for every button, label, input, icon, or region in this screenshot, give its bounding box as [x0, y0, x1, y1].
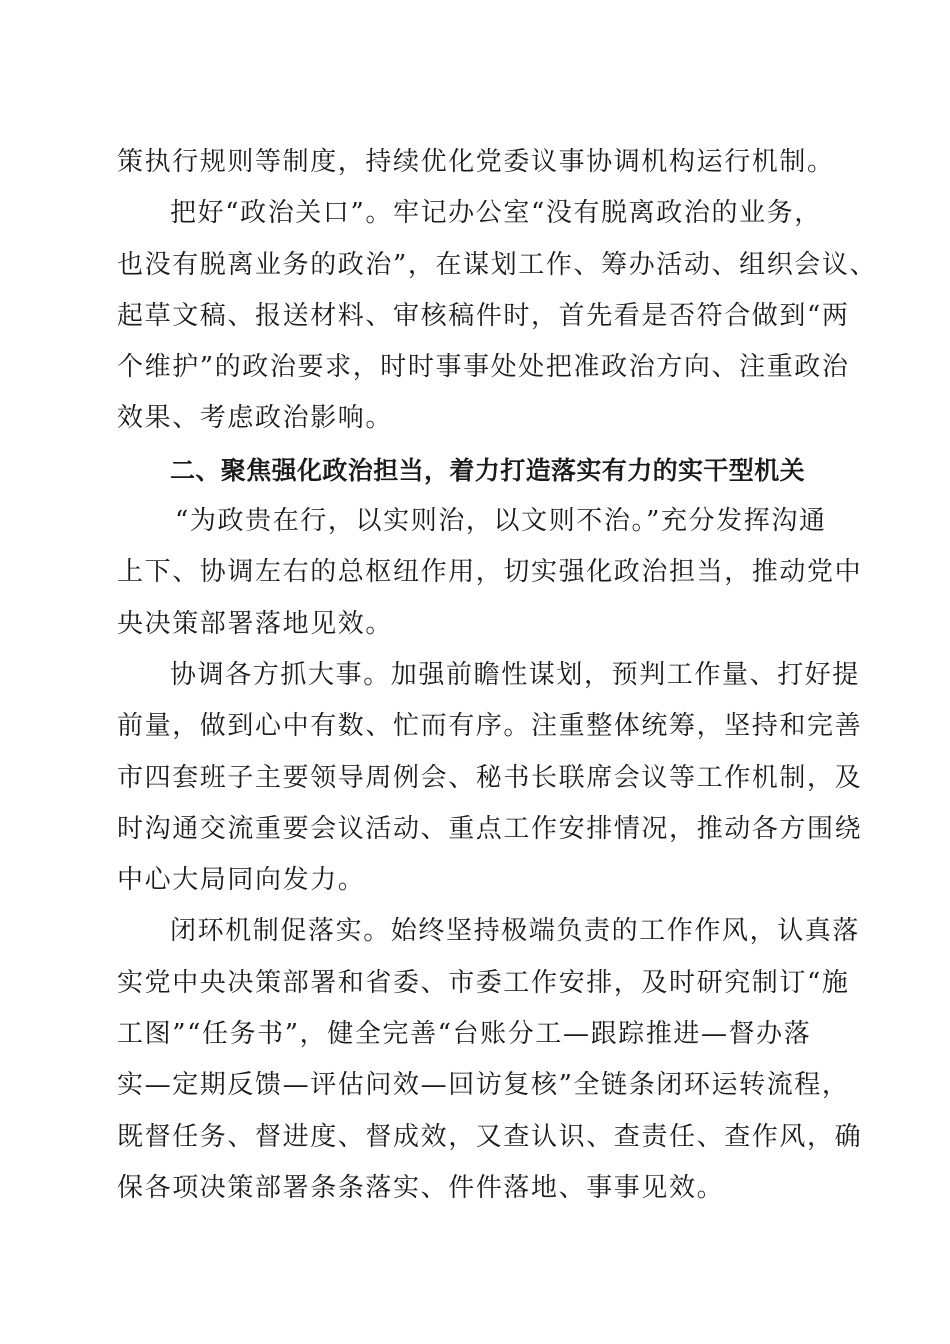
text-line: 实—定期反馈—评估问效—回访复核”全链条闭环运转流程， — [117, 1070, 850, 1101]
text-line: 也没有脱离业务的政治”，在谋划工作、筹办活动、组织会议、 — [117, 249, 878, 280]
text-line: 工图”“任务书”，健全完善“台账分工—跟踪推进—督办落 — [117, 1019, 812, 1050]
section-heading: 二、聚焦强化政治担当，着力打造落实有力的实干型机关 — [170, 455, 806, 485]
paragraph-first-line: 把好“政治关口”。牢记办公室“没有脱离政治的业务， — [170, 198, 822, 229]
text-line: 效果、考虑政治影响。 — [117, 403, 394, 434]
text-line: 实党中央决策部署和省委、市委工作安排，及时研究制订“施 — [117, 967, 850, 998]
paragraph-first-line: 闭环机制促落实。始终坚持极端负责的工作作风，认真落 — [170, 916, 861, 947]
text-line: 央决策部署落地见效。 — [117, 608, 394, 639]
text-line: 市四套班子主要领导周例会、秘书长联席会议等工作机制，及 — [117, 762, 863, 793]
text-line: 个维护”的政治要求，时时事事处处把准政治方向、注重政治 — [117, 352, 850, 383]
text-line: 既督任务、督进度、督成效，又查认识、查责任、查作风，确 — [117, 1121, 863, 1152]
text-line: 时沟通交流重要会议活动、重点工作安排情况，推动各方围绕 — [117, 813, 863, 844]
text-line: 前量，做到心中有数、忙而有序。注重整体统筹，坚持和完善 — [117, 711, 863, 742]
text-line: 上下、协调左右的总枢纽作用，切实强化政治担当，推动党中 — [117, 557, 863, 588]
document-body — [117, 137, 878, 1214]
paragraph-first-line: “为政贵在行，以实则治，以文则不治。”充分发挥沟通 — [175, 506, 827, 537]
text-line: 起草文稿、报送材料、审核稿件时，首先看是否符合做到“两 — [117, 300, 850, 331]
text-line: 保各项决策部署条条落实、件件落地、事事见效。 — [117, 1172, 725, 1203]
text-line: 中心大局同向发力。 — [117, 865, 366, 896]
paragraph-first-line: 协调各方抓大事。加强前瞻性谋划，预判工作量、打好提 — [170, 659, 861, 690]
text-line: 策执行规则等制度，持续优化党委议事协调机构运行机制。 — [117, 147, 835, 177]
